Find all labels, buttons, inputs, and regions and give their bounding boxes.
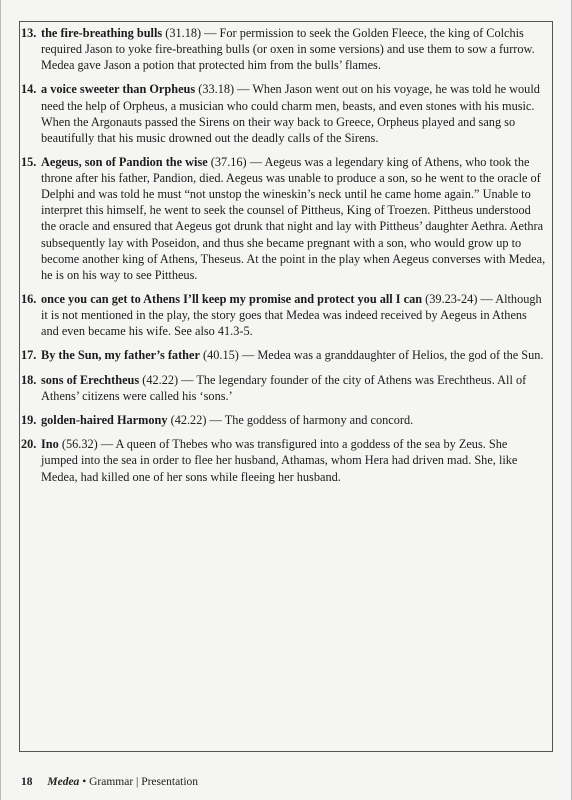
note-term: golden-haired Harmony — [41, 413, 168, 428]
note-ref: (42.22) — [142, 372, 179, 387]
footer-bullet: • — [82, 776, 87, 788]
note-text: Aegeus was a legendary king of Athens, who took the throne after his father, Pandion, died. Aegeus was unable to produce a son, so he went to the oracle of Delphi and was told he must “not unstop the wineskin’s neck until he came home again.” Unable to interpret this himself, he went to seek the counsel of Pittheus, King of Troezen. Pittheus understood the oracle and ensured that Aegeus got drunk that night and lay with Pittheus’ daughter Aethra. Aethra subsequently lay with Poseidon, and thus she became pregnant with a son, who would grow up to become another king of Athens, Theseus. At the point in the play when Aegeus converses with Medea, he is on his way to see Pittheus. — [41, 155, 546, 282]
note-item: 20. Ino (56.32) — A queen of Thebes who was transfigured into a goddess of the sea by Zeus. She jumped into the sea in order to flee her husband, Athamas, whom Hera had driven mad. She, like Medea, had killed one of her sons while fleeing her husband. — [21, 437, 518, 484]
note-number: 19. — [21, 413, 37, 428]
note-text: Medea was a granddaughter of Helios, the god of the Sun. — [257, 348, 544, 363]
note-ref: (37.16) — [210, 155, 247, 170]
note-number: 17. — [21, 348, 37, 363]
note-number: 16. — [21, 291, 37, 306]
note-number: 20. — [21, 437, 37, 452]
notes-list — [21, 25, 553, 493]
note-text: When Jason went out on his voyage, he was told he would need the help of Orpheus, a musician who could charm men, beasts, and even stones with his music. When the Argonauts passed the Sirens on their way back to Greece, Orpheus played and sang so beautifully that his music drowned out the deadly calls of the Sirens. — [41, 82, 540, 145]
note-number: 18. — [21, 372, 37, 387]
note-item: 14. a voice sweeter than Orpheus (33.18) — When Jason went out on his voyage, he was told he would need the help of Orpheus, a musician who could charm men, beasts, and even stones with his music. When the Argonauts passed the Sirens on their way back to Greece, Orpheus played and sang so beautifully that his music drowned out the deadly calls of the Sirens. — [21, 82, 540, 145]
note-item: 15. Aegeus, son of Pandion the wise (37.16) — Aegeus was a legendary king of Athens, who took the throne after his father, Pandion, died. Aegeus was unable to produce a son, so he went to the oracle of Delphi and was told he must “not unstop the wineskin’s neck until he came home again.” Unable to interpret this himself, he went to seek the counsel of Pittheus, King of Troezen. Pittheus understood the oracle and ensured that Aegeus got drunk that night and lay with Pittheus’ daughter Aethra. Aethra subsequently lay with Poseidon, and thus she became pregnant with a son, who would grow up to become another king of Athens, Theseus. At the point in the play when Aegeus converses with Medea, he is on his way to see Pittheus. — [21, 155, 546, 282]
note-item: 18. sons of Erechtheus (42.22) — The legendary founder of the city of Athens was Erechtheus. All of Athens’ citizens were called his ‘sons.’ — [21, 372, 527, 403]
note-ref: (56.32) — [61, 437, 98, 452]
note-term: Ino — [41, 437, 59, 452]
note-ref: (42.22) — [170, 413, 207, 428]
footer-subtitle: Grammar | Presentation — [89, 776, 199, 788]
note-text: For permission to seek the Golden Fleece, the king of Colchis required Jason to yoke fire-breathing bulls (or oxen in some versions) and use them to sow a furrow. Medea gave Jason a potion that protected him from the bulls’ flames. — [41, 26, 535, 73]
note-ref: (40.15) — [203, 348, 239, 363]
page-footer — [21, 776, 198, 788]
note-text: The goddess of harmony and concord. — [224, 413, 414, 428]
note-number: 15. — [21, 155, 37, 170]
note-term: a voice sweeter than Orpheus — [41, 82, 196, 97]
note-term: once you can get to Athens I’ll keep my promise and protect you all I can — [41, 291, 423, 306]
note-ref: (31.18) — [165, 26, 202, 40]
note-term: sons of Erechtheus — [41, 372, 140, 387]
note-item: 13. the fire-breathing bulls (31.18) — For permission to seek the Golden Fleece, the king of Colchis required Jason to yoke fire-breathing bulls (or oxen in some versions) and use them to sow a furrow. Medea gave Jason a potion that protected him from the bulls’ flames. — [21, 26, 535, 73]
note-item: 17. By the Sun, my father’s father (40.15) — Medea was a granddaughter of Helios, the god of the Sun. — [21, 348, 544, 363]
note-term: Aegeus, son of Pandion the wise — [41, 155, 208, 170]
note-term: the fire-breathing bulls — [41, 26, 163, 40]
note-ref: (33.18) — [198, 82, 235, 97]
note-ref: (39.23-24) — [425, 291, 478, 306]
note-text: A queen of Thebes who was transfigured into a goddess of the sea by Zeus. She jumped into the sea in order to flee her husband, Athamas, whom Hera had driven mad. She, like Medea, had killed one of her sons while fleeing her husband. — [41, 437, 518, 484]
note-term: By the Sun, my father’s father — [41, 348, 200, 363]
note-item: 19. golden-haired Harmony (42.22) — The goddess of harmony and concord. — [21, 413, 414, 428]
note-item: 16. once you can get to Athens I’ll keep my promise and protect you all I can (39.23-24) — Although it is not mentioned in the play, the story goes that Medea was indeed received by Aegeus in Athens and even became his wife. See also 41.3-5. — [21, 291, 542, 339]
page-number: 18 — [21, 776, 33, 788]
note-number: 13. — [21, 26, 37, 40]
book-title: Medea — [47, 776, 80, 788]
note-text: The legendary founder of the city of Athens was Erechtheus. All of Athens’ citizens were called his ‘sons.’ — [41, 372, 527, 403]
note-text: Although it is not mentioned in the play, the story goes that Medea was indeed received by Aegeus in Athens and even became his wife. See also 41.3-5. — [41, 291, 542, 339]
note-number: 14. — [21, 82, 37, 97]
